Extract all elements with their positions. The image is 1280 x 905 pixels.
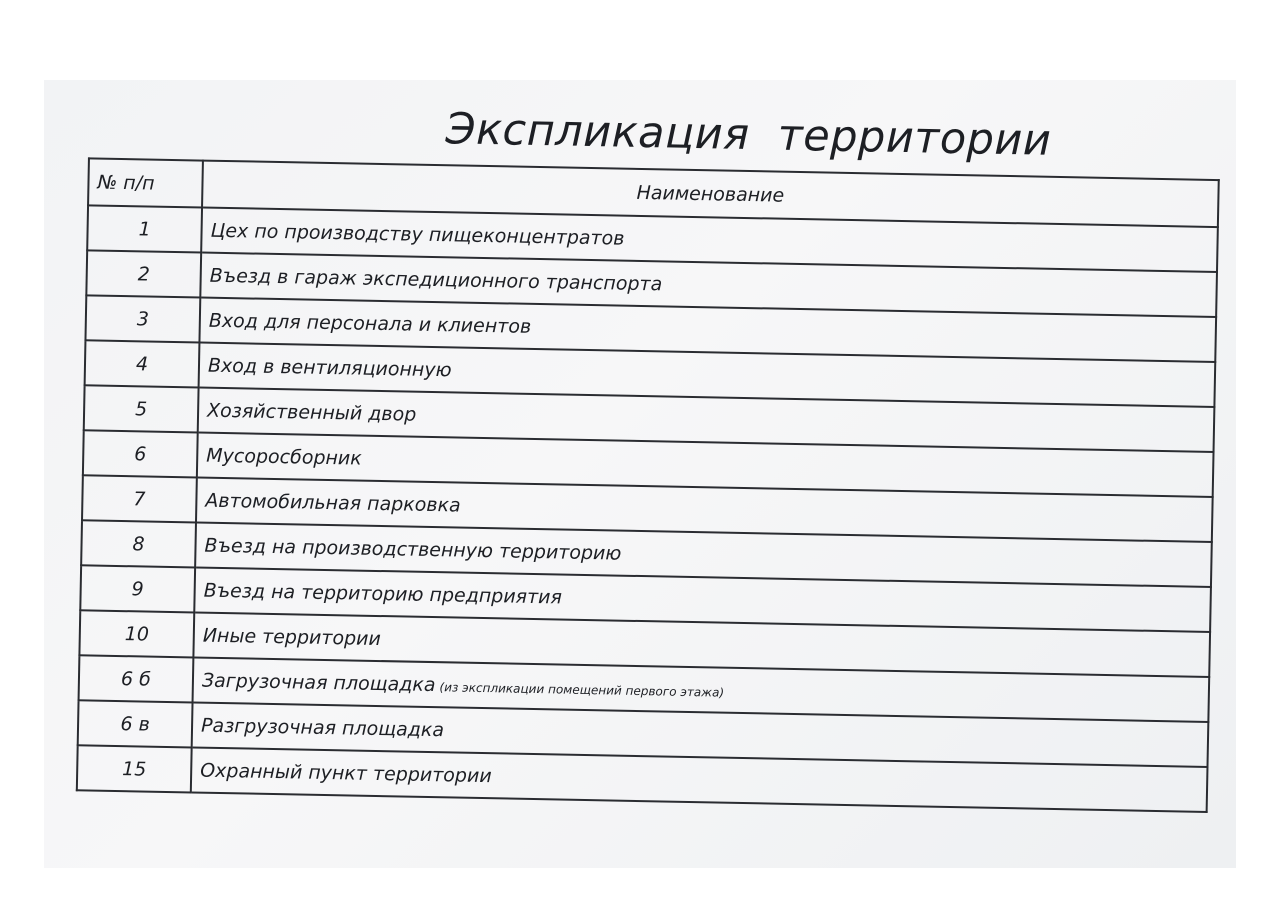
row-name: Въезд на территорию предприятия <box>203 579 563 609</box>
document-photo <box>44 80 1236 868</box>
row-number: 9 <box>80 565 195 612</box>
row-name: Автомобильная парковка <box>205 489 461 517</box>
table-body <box>77 205 1218 812</box>
row-number: 4 <box>85 340 200 387</box>
page-title: Экспликация территории <box>445 104 1052 166</box>
row-name: Разгрузочная площадка <box>200 714 445 741</box>
row-name: Хозяйственный двор <box>206 399 417 426</box>
explication-table <box>76 157 1220 813</box>
row-note: (из экспликации помещений первого этажа) <box>439 679 725 700</box>
row-name: Въезд на производственную территорию <box>204 534 622 565</box>
row-number: 5 <box>84 385 199 432</box>
row-number: 6 б <box>79 655 194 702</box>
row-name: Мусоросборник <box>206 444 362 470</box>
header-number: № п/п <box>88 158 203 207</box>
row-name: Въезд в гараж экспедиционного транспорта <box>209 264 663 295</box>
row-number: 6 <box>83 430 198 477</box>
row-name: Загрузочная площадка <box>201 669 436 696</box>
row-number: 3 <box>85 295 200 342</box>
row-name: Охранный пункт территории <box>200 759 492 787</box>
row-number: 6 в <box>78 700 193 747</box>
row-number: 2 <box>86 250 201 297</box>
row-name: Иные территории <box>202 624 382 650</box>
row-number: 1 <box>87 205 202 252</box>
row-name: Вход для персонала и клиентов <box>208 309 532 338</box>
row-number: 8 <box>81 520 196 567</box>
row-number: 15 <box>77 745 192 792</box>
row-number: 7 <box>82 475 197 522</box>
row-name: Цех по производству пищеконцентратов <box>210 219 625 250</box>
row-name: Вход в вентиляционную <box>207 354 452 381</box>
row-number: 10 <box>79 610 194 657</box>
header-name: Наименование <box>202 161 1219 227</box>
explication-sheet <box>44 80 1236 868</box>
